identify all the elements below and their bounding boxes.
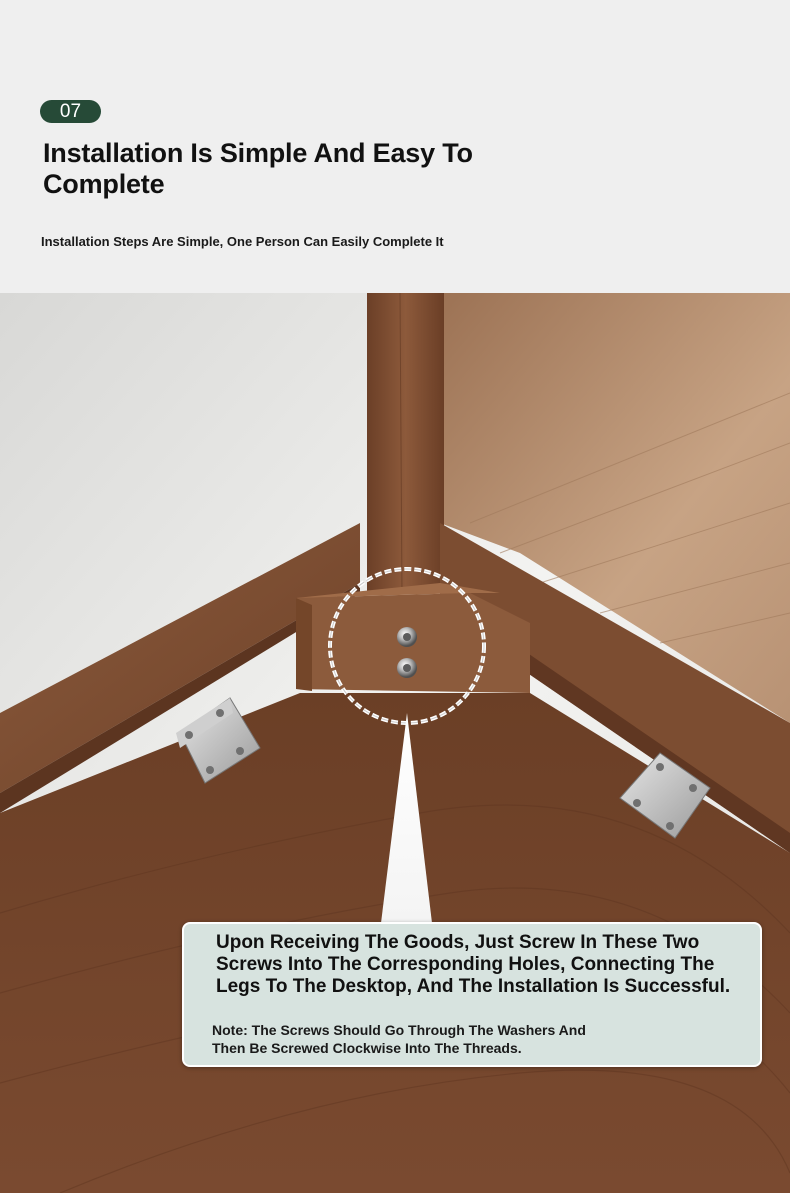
callout-box	[182, 922, 762, 1067]
callout-main-text: Upon Receiving The Goods, Just Screw In These Two Screws Into The Corresponding Holes, Connecting The Legs To The Desktop, And The Installation Is Successful.	[216, 932, 731, 997]
page-title: Installation Is Simple And Easy To Complete	[43, 138, 473, 199]
header-section	[0, 0, 790, 293]
step-number-badge: 07	[40, 100, 101, 123]
callout-note-text: Note: The Screws Should Go Through The Washers And Then Be Screwed Clockwise Into The Threads.	[212, 1022, 586, 1056]
page-subtitle: Installation Steps Are Simple, One Person Can Easily Complete It	[41, 234, 444, 249]
